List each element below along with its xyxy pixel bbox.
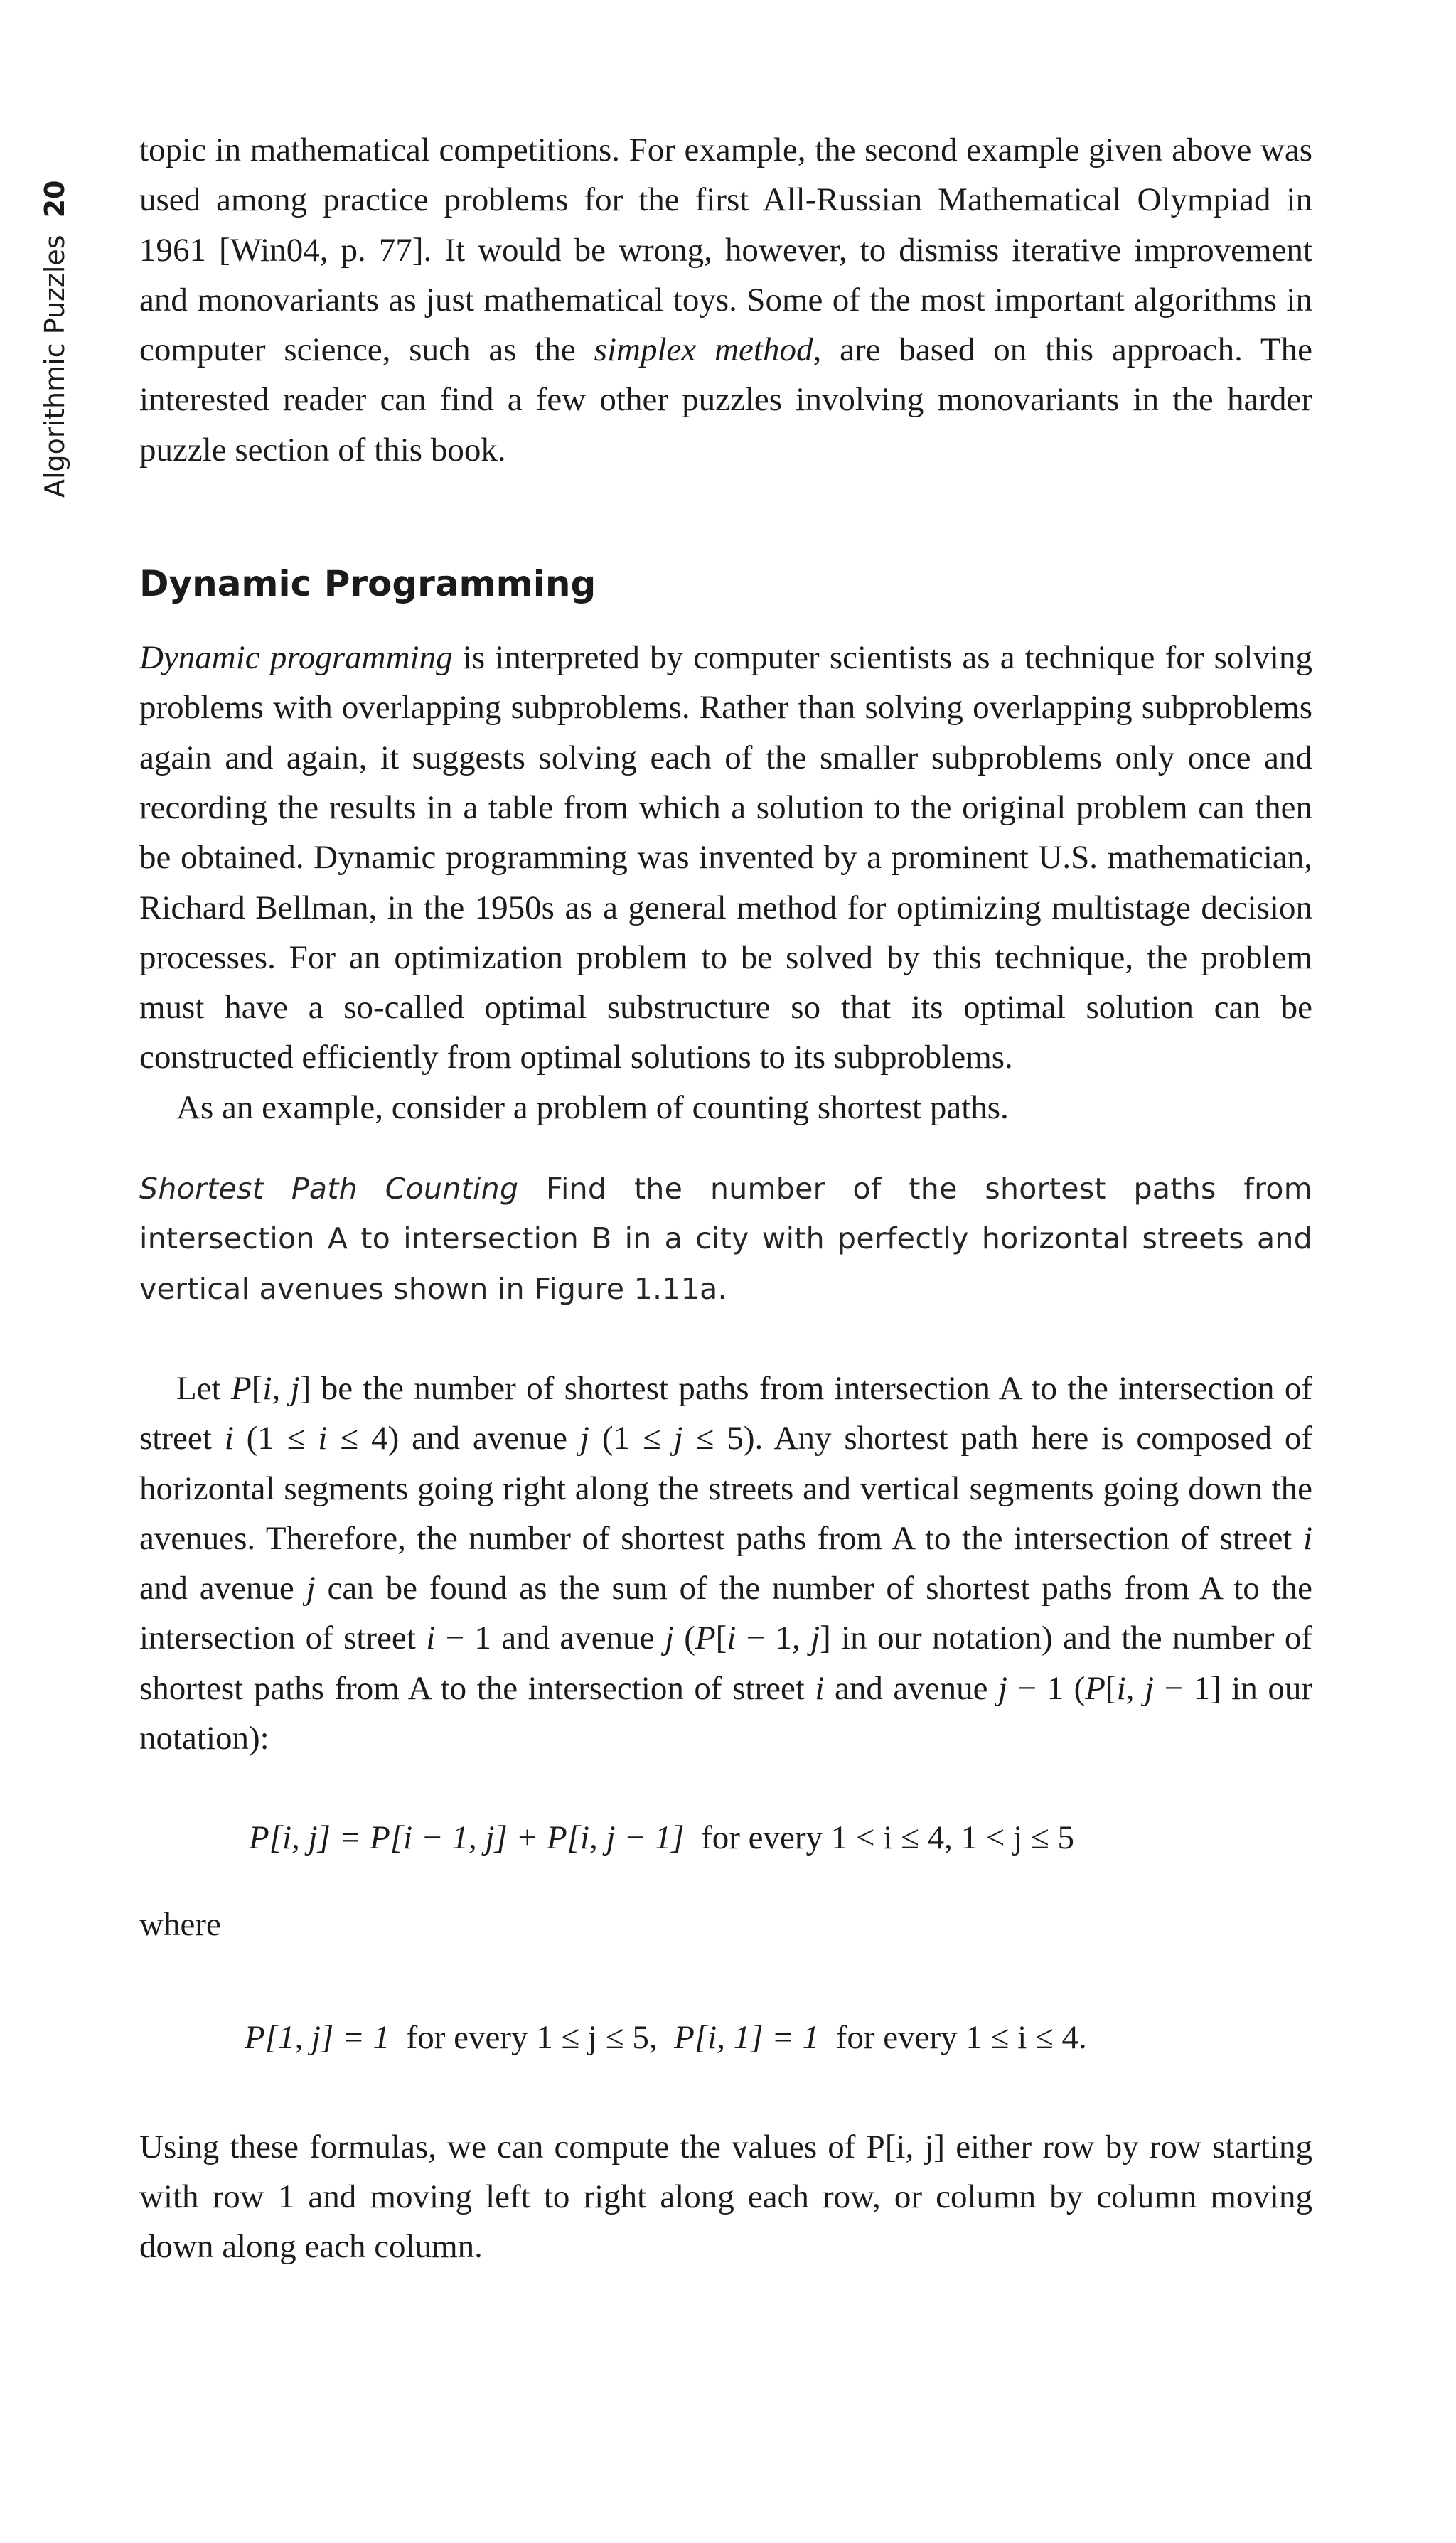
page-number: 20 bbox=[39, 180, 70, 218]
dp-paragraph: Dynamic programming is interpreted by computer scientists as a technique for solving problems with overlapping subproblems. Rather than solving overlapping subproblems again and again, it suggests solving each of the smaller subproblems only once and recording the results in a table from which a solution to the original problem can then be obtained. Dynamic programming was invented by a prominent U.S. mathematician, Richard Bellman, in the 1950s as a general method for optimizing multistage decision processes. For an optimization problem to be solved by this technique, the problem must have a so-called optimal substructure so that its optimal solution can be constructed efficiently from optimal solutions to its subproblems. bbox=[139, 639, 1312, 1076]
final-paragraph: Using these formulas, we can compute the values of P[i, j] either row by row starting with row 1 and moving left to right along each row, or column by column moving down along each column. bbox=[139, 2128, 1312, 2266]
emphasis-simplex: simplex method bbox=[594, 331, 813, 369]
running-header bbox=[41, 181, 68, 498]
page-content bbox=[139, 125, 1312, 2272]
recurrence-equation bbox=[139, 1813, 1312, 1863]
recurrence-lhs: P[i, j] = P[i − 1, j] + P[i, j − 1] bbox=[249, 1819, 685, 1857]
puzzle-title: Shortest Path Counting bbox=[139, 1172, 519, 1206]
intro-paragraph: topic in mathematical competitions. For example, the second example given above was used among practice problems for the first All-Russian Mathematical Olympiad in 1961 [Win04, p. 77]. It would be wrong, however, to dismiss iterative improvement and monovariants as just mathematical toys. Some of the most important algorithms in computer science, such as the simplex method, are based on this approach. The interested reader can find a few other puzzles involving monovariants in the harder puzzle section of this book. bbox=[139, 132, 1312, 469]
let-paragraph: Let P[i, j] be the number of shortest paths from intersection A to the intersection of street i (1 ≤ i ≤ 4) and avenue j (1 ≤ j ≤ 5). Any shortest path here is composed of horizontal segments going right along the streets and vertical segments going down the avenues. Therefore, the number of shortest paths from A to the intersection of street i and avenue j can be found as the sum of the number of shortest paths from A to the intersection of street i − 1 and avenue j (P[i − 1, j] in our notation) and the number of shortest paths from A to the intersection of street i and avenue j − 1 (P[i, j − 1] in our notation): bbox=[139, 1369, 1312, 1757]
book-title: Algorithmic Puzzles bbox=[39, 235, 70, 498]
recurrence-condition: for every 1 < i ≤ 4, 1 < j ≤ 5 bbox=[701, 1819, 1074, 1857]
base-case-equation: P[1, j] = 1 for every 1 ≤ j ≤ 5, P[i, 1] = 1 for every 1 ≤ i ≤ 4. bbox=[245, 2018, 1087, 2056]
emphasis-dp: Dynamic programming bbox=[139, 639, 453, 677]
base-case-row: P[1, j] = 1 bbox=[245, 2018, 390, 2056]
where-label: where bbox=[139, 1906, 221, 1944]
puzzle-statement bbox=[139, 1164, 1312, 1314]
puzzle-text: Find the number of the shortest paths from intersection A to intersection B in a city with perfectly horizontal streets and vertical avenues shown in Figure 1.11a. bbox=[139, 1172, 1312, 1306]
section-heading: Dynamic Programming bbox=[139, 563, 596, 605]
base-case-column: P[i, 1] = 1 bbox=[674, 2018, 820, 2056]
example-paragraph: As an example, consider a problem of counting shortest paths. bbox=[176, 1088, 1009, 1126]
